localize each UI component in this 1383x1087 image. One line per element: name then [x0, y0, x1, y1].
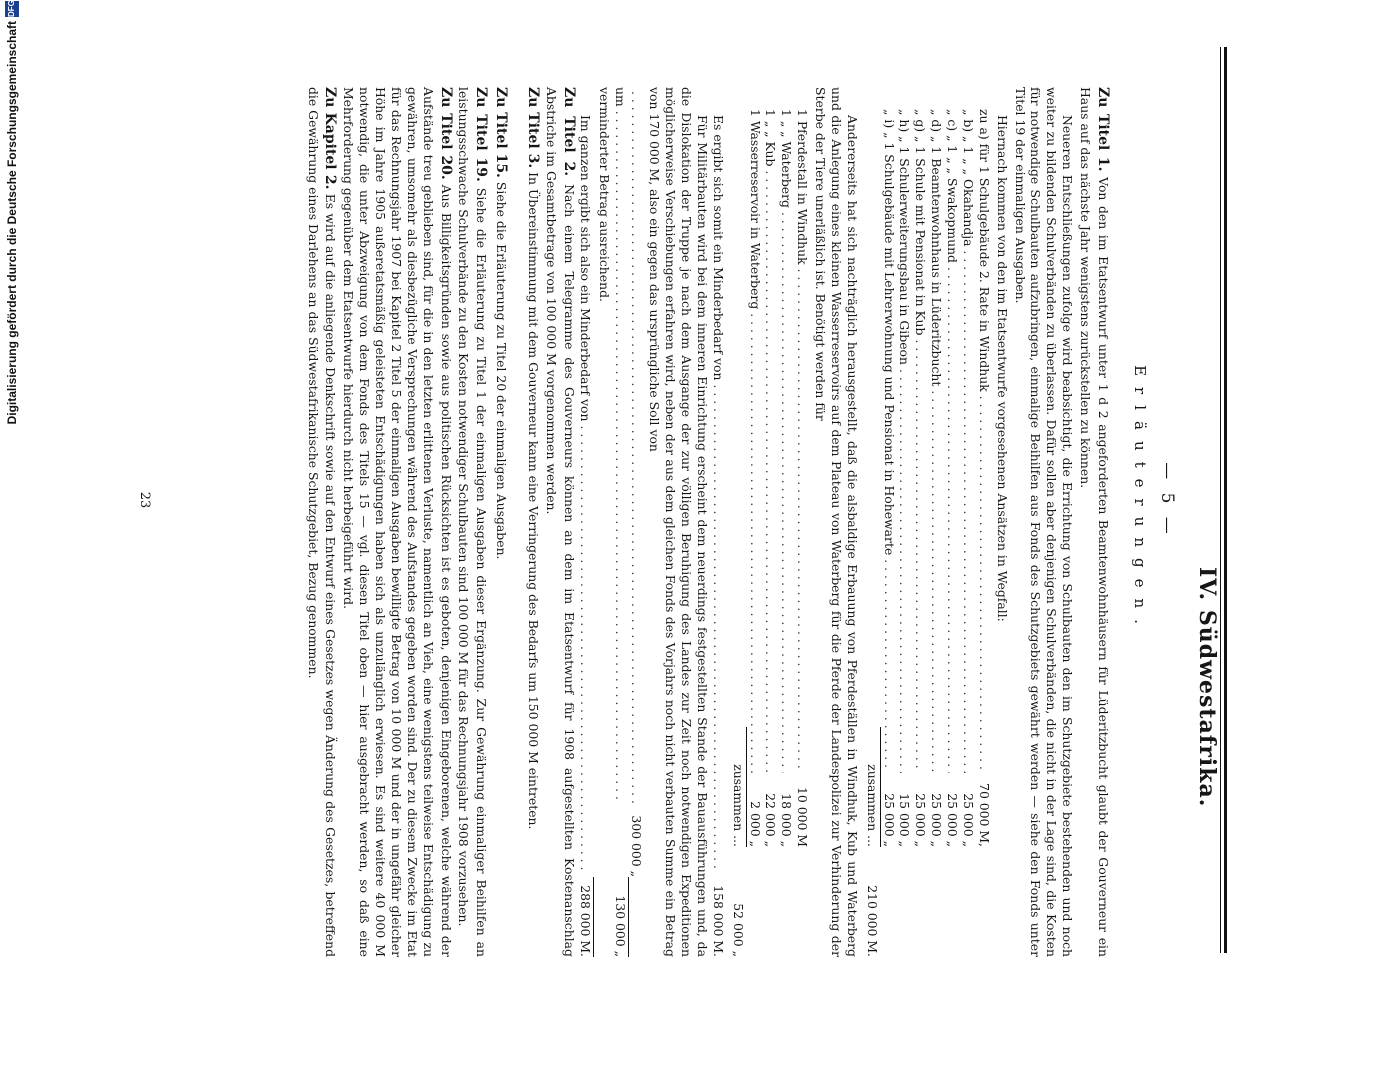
- page-number: — 5 —: [1157, 462, 1177, 538]
- soll-row: . . . 300 000 „: [629, 87, 645, 957]
- titel19-paragraph: Zu Titel 19. Siehe die Erläuterung zu Titel 1 der einmaligen Ausgaben dieser Ergänzung. Zur Gewährung einmaliger Beihilfen an leistungsschwache Schulverbände zu den Kosten notwendiger Schulbauten sind 100 000 M für das Rechnungsjahr 1908 vorzusehen.: [456, 87, 490, 957]
- page-heading: IV. Südwestafrika.: [1194, 567, 1220, 808]
- titel20-paragraph: Zu Titel 20. Aus Billigkeitsgründen sowie aus politischen Rücksichten ist es geboten, denjenigen Eingeborenen, welche während der Aufstände treu geblieben sind, für die in den letzten erlittenen Verluste, namentlich an Vieh, eine wenigstens teilweise Entschädigung zu gewähren, umsomehr als diesbezügliche Versprechungen während des Aufstandes gegeben worden sind. Der zu diesem Zwecke im Etat für das Rechnungsjahr 1907 bei Kapitel 2 Titel 5 der einmaligen Ausgaben bewilligte Betrag von 10 000 M und der in ungefähr gleicher Höhe im Jahre 1905 außeretatsmäßig geleisteten Entschädigungen haben sich als unzulänglich erwiesen. Es sind weitere 40 000 M notwendig, die unter Abzweigung von dem Fonds des Titels 15 — vgl. diesen Titel oben — hier ausgebracht werden, so daß eine Mehrforderung gegenüber dem Etatsentwurfe hierdurch nicht herbeigeführt wird.: [341, 87, 454, 957]
- footer-page-number: 23: [136, 491, 152, 509]
- list-item: „ g) „ 1 Schule mit Pensionat in Kub . . . 25 000 „: [912, 109, 928, 957]
- pferdestall-paragraph: Andererseits hat sich nachträglich herausgestellt, daß die alsbaldige Erbauung von Pferdeställen in Windhuk, Kub und Waterberg und die Anlegung eines kleinen Wasserreservoirs auf dem Plateau von Waterberg für die Pferde der Landespolizei zur Verhinderung der Sterbe der Tiere unerläßlich ist. Benötigt werden für: [813, 87, 860, 957]
- list-item: „ c) „ 1 „ „ Swakopmund . . . 25 000 „: [944, 109, 960, 957]
- titel2-paragraph: Zu Titel 2. Nach einem Telegramme des Gouverneurs können an dem im Etatsentwurf für 1908 aufgestellten Kostenanschlag Abstriche im Gesamtbetrage von 100 000 M vorgenommen werden.: [544, 87, 577, 957]
- titel1-text: Von den im Etatsentwurf unter 1 d 2 angeforderten Beamtenwohnhäusern für Lüderitzbucht glaubt der Gouverneur ein Haus auf das nächste Jahr wenigstens zurückstellen zu können.: [1078, 87, 1111, 957]
- titel15-paragraph: Zu Titel 15. Siehe die Erläuterung zu Titel 20 der einmaligen Ausgaben.: [493, 87, 510, 560]
- titel1-paragraph: [1077, 87, 1111, 957]
- wegfall-total: zusammen ... 210 000 M.: [864, 109, 881, 957]
- list-item: „ d) „ 1 Beamtenwohnhaus in Lüderitzbucht . . . 25 000 „: [928, 109, 944, 957]
- list-item: 1 „ „ Kub . . . 22 000 „: [763, 109, 779, 957]
- body-text: [303, 87, 1111, 957]
- top-rule: [1224, 47, 1227, 953]
- um-row: um . . . 130 000 „: [612, 87, 629, 957]
- list-item: 1 „ „ Waterberg . . . 18 000 „: [778, 109, 794, 957]
- betrag-text: verminderter Betrag ausreichend.: [596, 87, 612, 302]
- list-item: 1 Pferdestall in Windhuk . . . 10 000 M: [794, 109, 810, 957]
- schulbau-paragraph: Neueren Entschließungen zufolge wird beabsichtigt, die Errichtung von Schulbauten den im Schutzgebiete bestehenden und noch weiter zu bildenden Schulverbänden zu überlassen. Dafür sollen aber denjenigen Schulverbänden, die nicht in der Lage sind, die Kosten für notwendige Schulbauten aufzubringen, einmalige Beihilfen aus Fonds des Schutzgebiets gewährt werden — siehe den Fonds unter Titel 19 der einmaligen Ausgaben.: [1012, 87, 1076, 957]
- list-item: zu a) für 1 Schulgebäude 2. Rate in Windhuk . . . 70 000 M,: [976, 109, 992, 957]
- titel3-paragraph: Zu Titel 3. In Übereinstimmung mit dem Gouverneur kann eine Verringerung des Bedarfs um 150 000 M eintreten.: [525, 87, 542, 830]
- militaerbauten-paragraph: Für Militärbauten wird bei dem inneren Einrichtung erscheint dem neuerdings festgestellten Stande der Bauausführungen und, da die Dislokation der Truppe je nach dem Ausgange der zur völligen Beruhigung des Landes zur Zeit noch notwendigen Expeditionen möglicherweise Verschiebungen erfahren wird, neben der aus dem gleichen Fonds des Vorjahrs noch nicht verbauten Summe ein Betrag von 170 000 M, also ein gegen das ursprüngliche Soll von: [647, 87, 710, 957]
- document-page: [129, 47, 1241, 957]
- list-item: „ i) „ 1 Schulgebäude mit Lehrerwohnung und Pensionat in Hohewarte . . . 25 000 „: [881, 109, 897, 957]
- pferde-list: [730, 109, 810, 957]
- list-item: „ h) „ 1 Schulerweiterungsbau in Gibeon . . . 15 000 „: [897, 109, 913, 957]
- dfg-logo: DFG: [5, 1, 19, 17]
- gesamt-row: Im ganzen ergibt sich also ein Minderbedarf von . . . 288 000 M.: [577, 87, 594, 957]
- page-subtitle: Erläuterungen.: [1131, 365, 1149, 635]
- minderbedarf-row: Es ergibt sich somit ein Minderbedarf von . . . 158 000 M.: [710, 87, 726, 957]
- kapitel2-paragraph: Zu Kapitel 2. Es wird auf die anliegende Denkschrift sowie auf den Entwurf eines Gesetzes wegen Änderung des Gesetzes, betreffend die Gewährung eines Darlehens an das Südwestafrikanische Schutzgebiet, Bezug genommen.: [305, 87, 339, 957]
- list-item: „ b) „ 1 „ „ Okahandja . . . 25 000 „: [960, 109, 976, 957]
- credit-text: Digitalisierung gefördert durch die Deutsche Forschungsgemeinschaft: [5, 21, 19, 425]
- pferde-total: zusammen ... 52 000 „: [730, 109, 747, 957]
- digitization-credit: [1, 1, 23, 1001]
- wegfall-list: [864, 109, 992, 957]
- titel1-ref: Zu Titel 1.: [1095, 87, 1111, 172]
- list-item: 1 Wasserreservoir in Waterberg . . . 2 000 „: [747, 109, 763, 957]
- wegfall-intro: Hiernach kommen von den im Etatsentwurfe vorgesehenen Ansätzen in Wegfall:: [994, 115, 1010, 622]
